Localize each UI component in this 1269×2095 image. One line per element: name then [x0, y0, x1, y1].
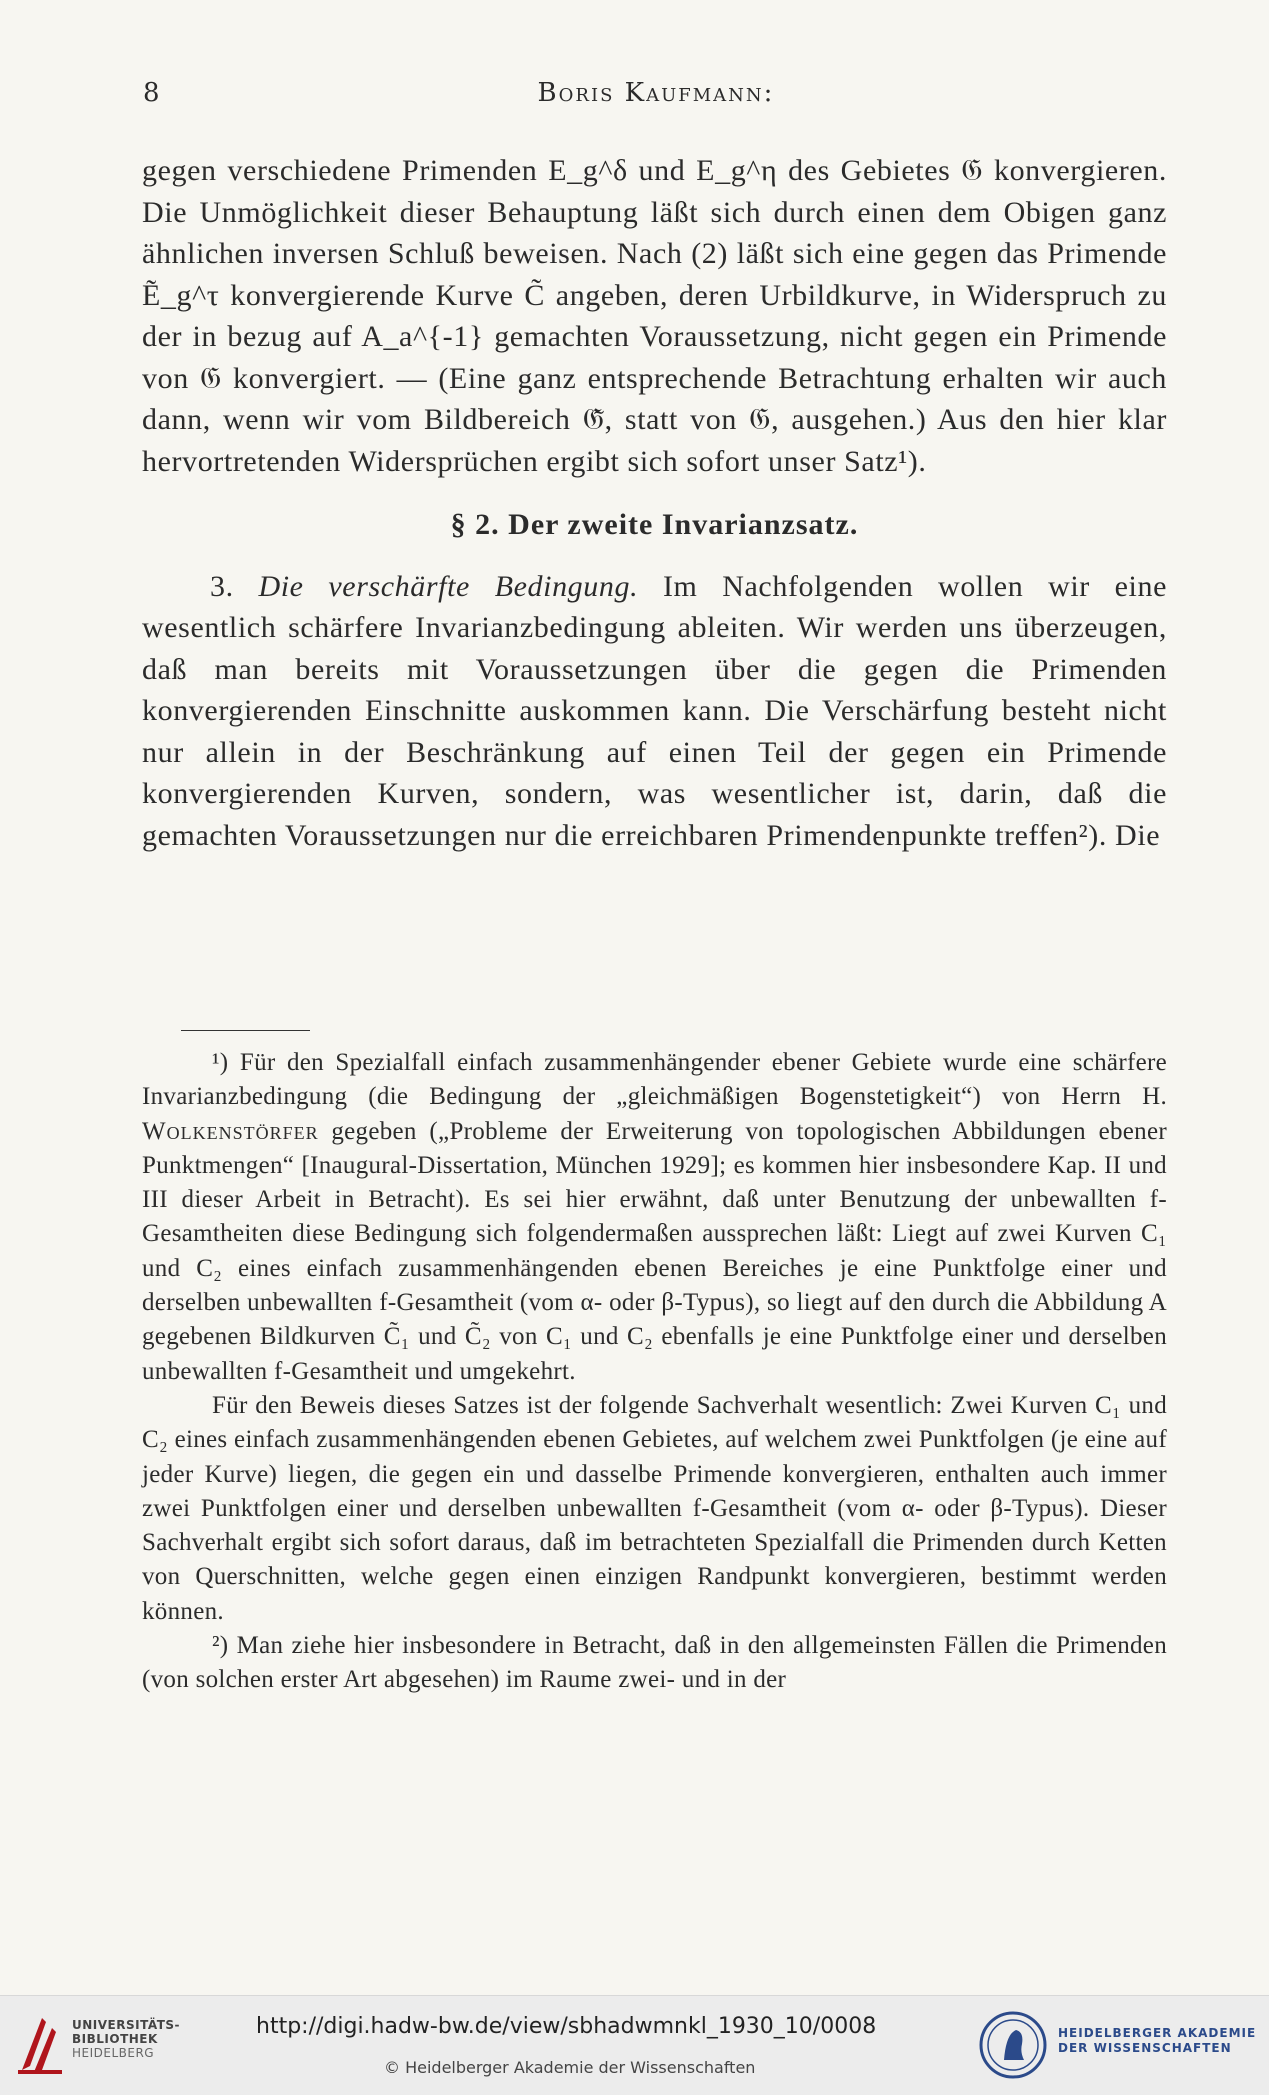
- page-number: 8: [143, 78, 161, 108]
- paragraph-number: 3.: [210, 569, 234, 603]
- paragraph-2-text: Im Nachfolgenden wollen wir eine wesentlich schärfere Invarianzbedingung ableiten. Wir werden uns überzeugen, daß man bereits mit Voraussetzungen über die gegen die Primenden konvergierenden Einschnitte auskommen kann. Die Verschärfung besteht nicht nur allein in der Beschränkung auf einen Teil der gegen ein Primende konvergierenden Kurven, sondern, was wesentlicher ist, darin, daß die gemachten Voraussetzungen nur die erreichbaren Primendenpunkte treffen²). Die: [142, 569, 1168, 852]
- footnote-1-continuation: Für den Beweis dieses Satzes ist der folgende Sachverhalt wesentlich: Zwei Kurven C₁ und C₂ eines einfach zusammenhängenden ebenen Gebietes, auf welchem zwei Punktfolgen (je eine auf jeder Kurve) liegen, die gegen ein und dasselbe Primende konvergieren, enthalten auch immer zwei Punktfolgen einer und derselben unbewallten f-Gesamtheit (vom α- oder β-Typus). Dieser Sachverhalt ergibt sich sofort daraus, daß im betrachteten Spezialfall die Primenden durch Ketten von Querschnitten, welche gegen einen einzigen Randpunkt konvergieren, bestimmt werden können.: [142, 1391, 1167, 1625]
- copyright-notice: © Heidelberger Akademie der Wissenschaften: [384, 2058, 756, 2077]
- footnotes: [142, 1046, 1167, 1698]
- viewer-footer: [0, 1995, 1269, 2095]
- paragraph-1: gegen verschiedene Primenden E_g^δ und E_g^η des Gebietes 𝔊 konvergieren. Die Unmöglichkeit dieser Behauptung läßt sich durch einen dem Obigen ganz ähnlichen inversen Schluß beweisen. Nach (2) läßt sich eine gegen das Primende Ẽ_g^τ konvergierende Kurve C̃ angeben, deren Urbildkurve, in Widerspruch zu der in bezug auf A_a^{-1} gemachten Voraussetzung, nicht gegen ein Primende von 𝔊 konvergiert. — (Eine ganz entsprechende Betrachtung erhalten wir auch dann, wenn wir vom Bildbereich 𝔊̃, statt von 𝔊, ausgehen.) Aus den hier klar hervortretenden Widersprüchen ergibt sich sofort unser Satz¹).: [142, 154, 1167, 478]
- academy-seal-icon: [978, 2010, 1048, 2080]
- paragraph-2: [142, 566, 1167, 857]
- footnote-1-text-b: gegeben („Probleme der Erweiterung von topologischen Abbildungen ebener Punktmengen“ [Inaugural-Dissertation, München 1929]; es kommen hier insbesondere Kap. II und III dieser Arbeit in Betracht). Es sei hier erwähnt, daß unter Benutzung der unbewallten f-Gesamtheiten diese Bedingung sich folgendermaßen aussprechen läßt: Liegt auf zwei Kurven C₁ und C₂ eines einfach zusammenhängenden ebenen Bereiches je eine Punktfolge einer und derselben unbewallten f-Gesamtheit (vom α- oder β-Typus), so liegt auf den durch die Abbildung A gegebenen Bildkurven C̃₁ und C̃₂ von C₁ und C₂ ebenfalls je eine Punktfolge einer und derselben unbewallten f-Gesamtheit und umgekehrt.: [142, 1117, 1167, 1385]
- library-name: UNIVERSITÄTS- BIBLIOTHEK HEIDELBERG: [72, 2018, 181, 2060]
- library-logo-icon: [12, 2010, 68, 2080]
- paragraph-title: Die verschärfte Bedingung.: [258, 569, 639, 603]
- section-heading: § 2. Der zweite Invarianzsatz.: [450, 508, 859, 541]
- footnote-1-author: Wolkenstörfer: [142, 1117, 319, 1145]
- footnote-rule: [181, 1030, 310, 1031]
- permalink-url[interactable]: http://digi.hadw-bw.de/view/sbhadwmnkl_1930_10/0008: [256, 2014, 877, 2039]
- academy-name: HEIDELBERGER AKADEMIE DER WISSENSCHAFTEN: [1058, 2026, 1257, 2055]
- body-text: [142, 150, 1167, 856]
- running-head-author: Boris Kaufmann:: [537, 78, 775, 108]
- running-head: [143, 78, 1169, 118]
- footnote-1-text-a: ¹) Für den Spezialfall einfach zusammenhängender ebener Gebiete wurde eine schärfere Invarianzbedingung (die Bedingung der „gleichmäßigen Bogenstetigkeit“) von Herrn H.: [142, 1049, 1167, 1111]
- footnote-1: [142, 1046, 1167, 1389]
- footnote-2: ²) Man ziehe hier insbesondere in Betracht, daß in den allgemeinsten Fällen die Primenden (von solchen erster Art abgesehen) im Raume zwei- und in der: [142, 1632, 1167, 1694]
